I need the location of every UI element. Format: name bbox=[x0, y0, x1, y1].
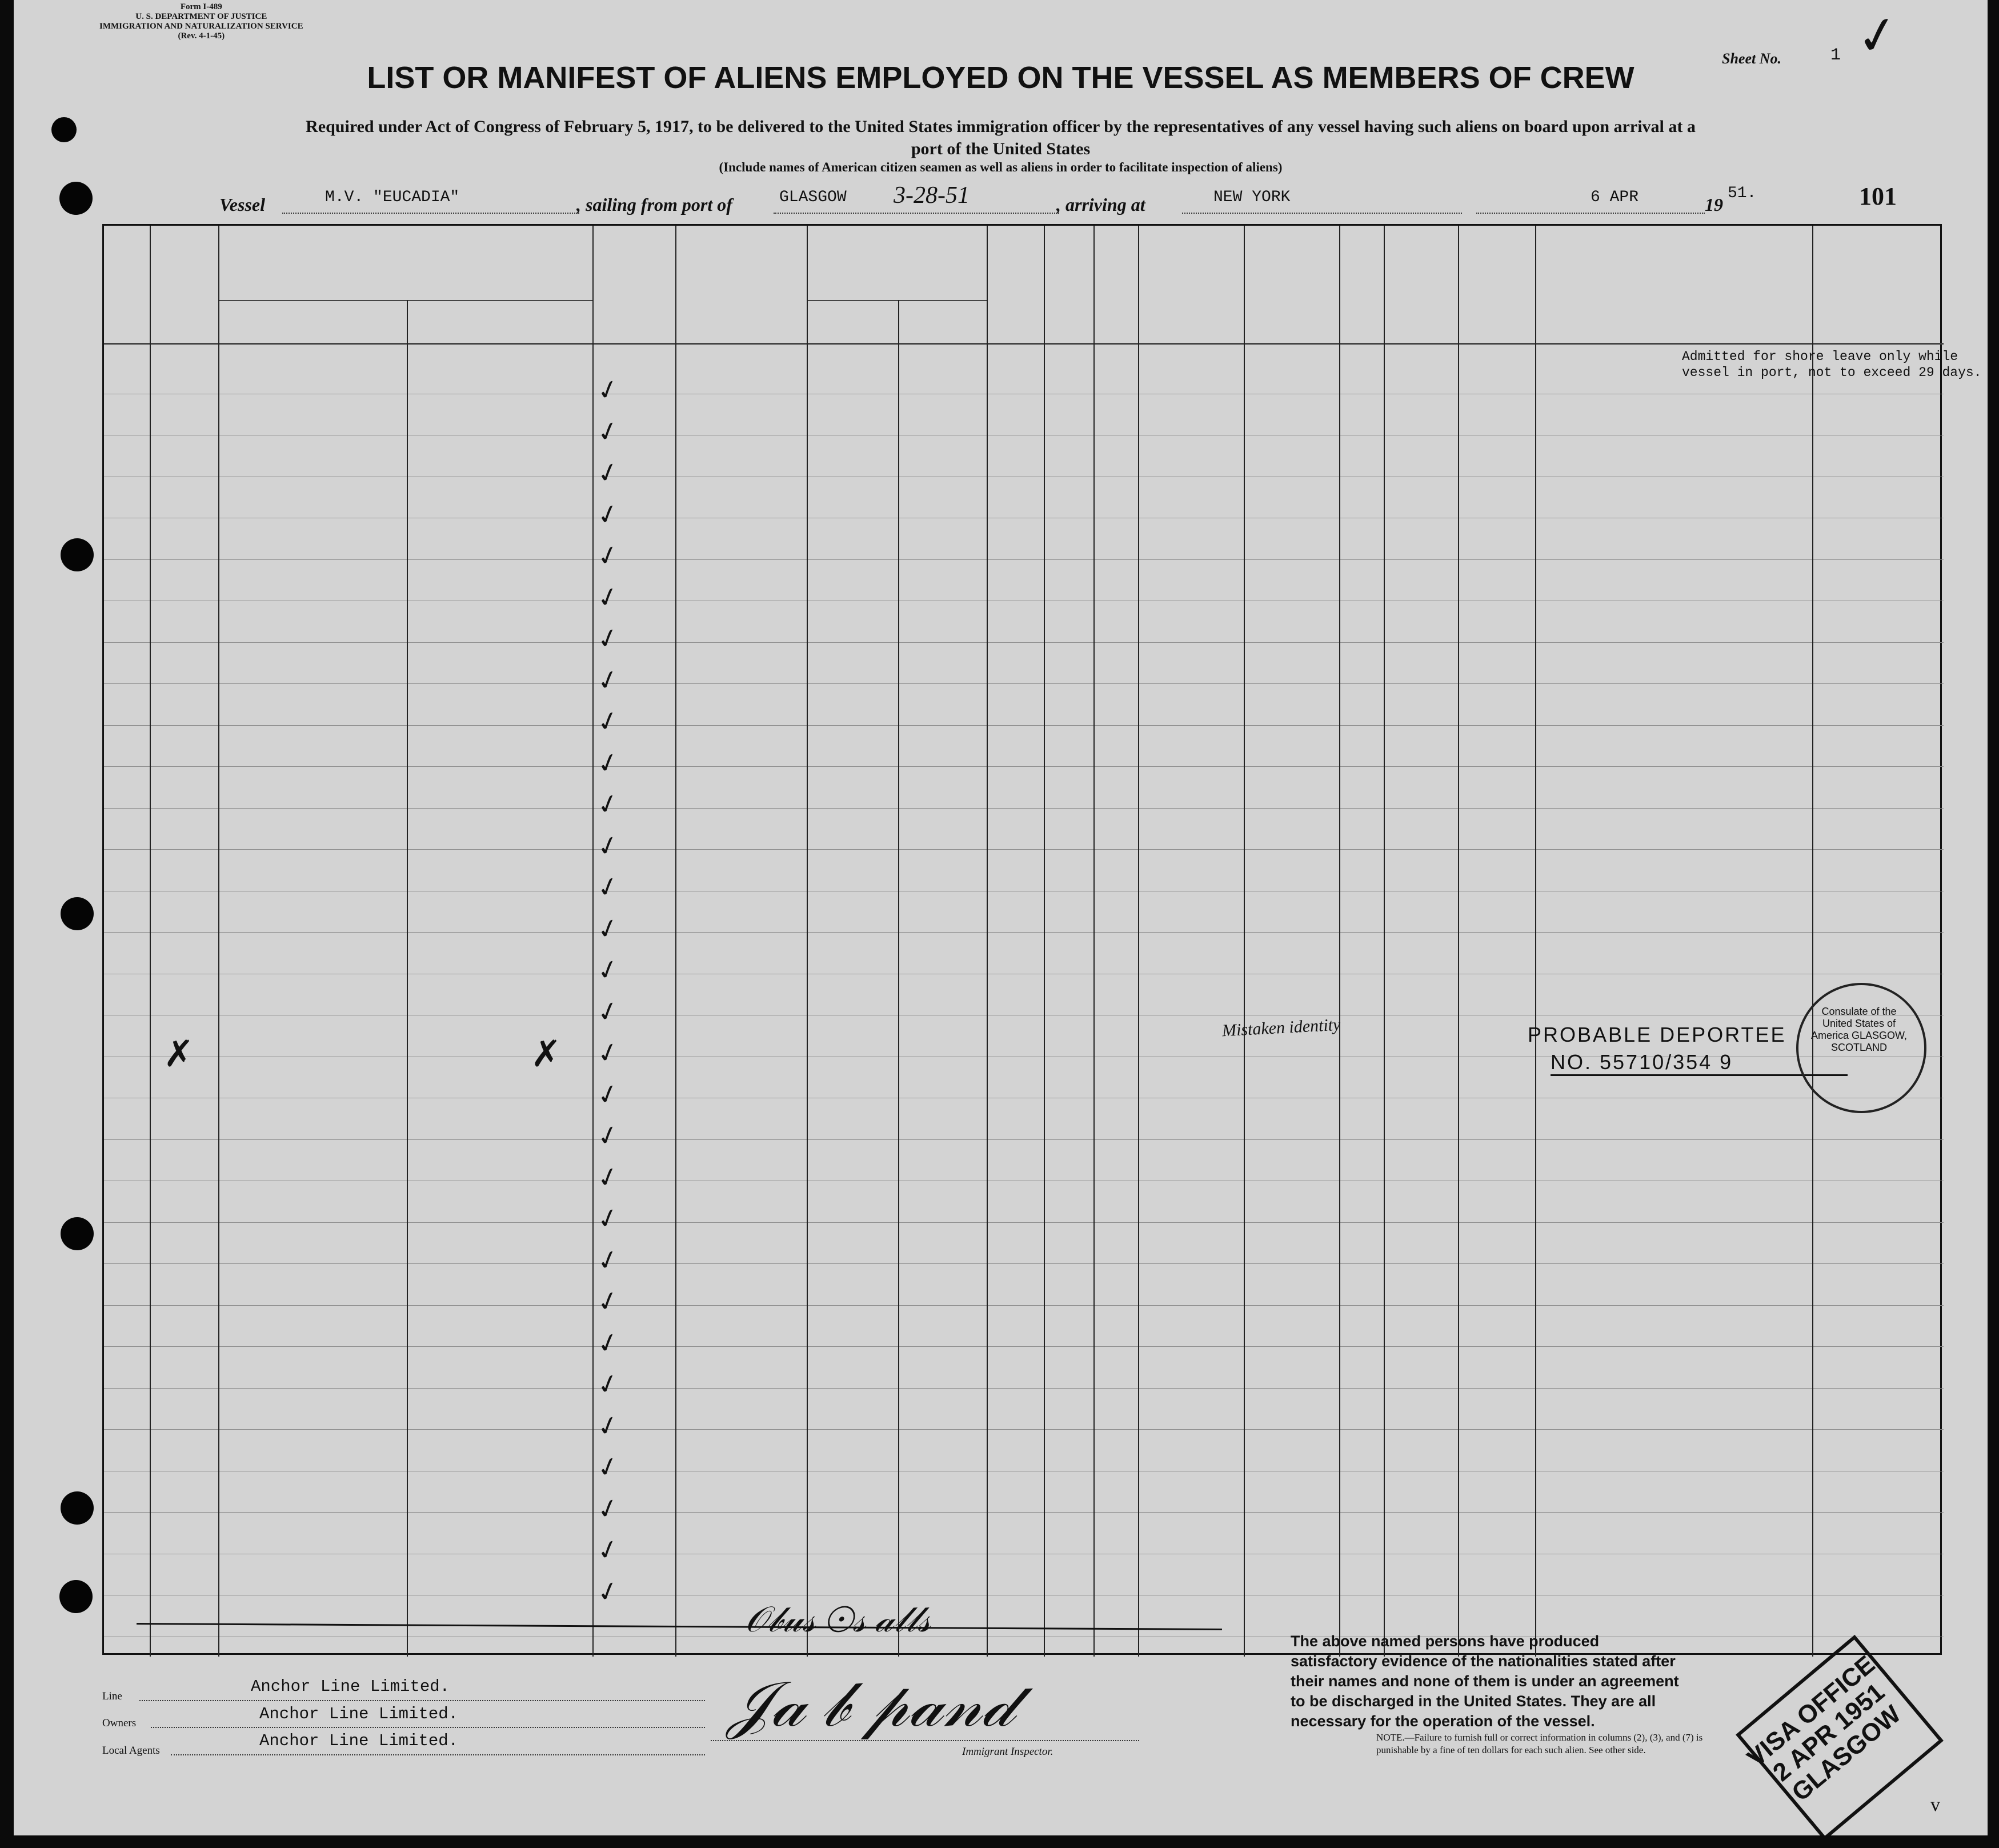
punch-hole bbox=[59, 182, 93, 215]
requirement-line-3: (Include names of American citizen seamen as well as aliens in order to facilitate inspection of aliens) bbox=[719, 160, 1283, 174]
check-mark: ✓ bbox=[594, 1533, 623, 1567]
row-rule bbox=[104, 1305, 1944, 1306]
mistaken-identity-note: Mistaken identity bbox=[1221, 1015, 1341, 1041]
signature-scrawl: 𝒪𝒷𝓊𝓈 ☉𝓈 𝒶𝓁𝓁𝓈 bbox=[745, 1601, 931, 1639]
check-mark: ✓ bbox=[594, 1118, 623, 1153]
departure-date: 3-28-51 bbox=[894, 182, 970, 209]
probable-deportee-stamp: PROBABLE DEPORTEE bbox=[1528, 1023, 1786, 1046]
inspector-signature: 𝒥𝒶 𝒷 𝓅𝒶𝓃𝒹 bbox=[728, 1670, 1014, 1739]
local-agents-value: Anchor Line Limited. bbox=[259, 1731, 459, 1750]
check-mark: ✓ bbox=[594, 455, 623, 490]
column-rule bbox=[1244, 226, 1245, 1657]
row-rule bbox=[104, 1388, 1944, 1389]
column-rule bbox=[807, 226, 808, 1657]
row-rule bbox=[104, 1429, 1944, 1430]
deportee-number: NO. 55710/354 9 bbox=[1551, 1050, 1733, 1074]
check-mark: ✓ bbox=[594, 994, 623, 1029]
remarks-row-1: Admitted for shore leave only while vessel in port, not to exceed 29 days. bbox=[1682, 349, 1982, 380]
sheet-number-label: Sheet No. bbox=[1722, 50, 1781, 67]
check-mark: ✓ bbox=[594, 704, 623, 739]
row-rule bbox=[104, 808, 1944, 809]
name-subheader-line bbox=[218, 300, 592, 301]
check-mark: ✓ bbox=[594, 787, 623, 822]
row-rule bbox=[104, 1512, 1944, 1513]
check-mark: ✓ bbox=[594, 1574, 623, 1609]
arrival-date: 6 APR bbox=[1591, 189, 1639, 206]
column-rule bbox=[1812, 226, 1813, 1657]
line-value: Anchor Line Limited. bbox=[251, 1677, 450, 1696]
corner-check-mark: ✓ bbox=[1852, 5, 1904, 68]
column-rule bbox=[1339, 226, 1340, 1657]
check-mark: ✓ bbox=[594, 373, 623, 407]
header-bottom-line bbox=[104, 343, 1944, 345]
row-rule bbox=[104, 725, 1944, 726]
column-rule bbox=[1138, 226, 1139, 1657]
row-rule bbox=[104, 683, 1944, 684]
sailing-from-label: , sailing from port of bbox=[576, 194, 732, 215]
column-rule bbox=[1093, 226, 1095, 1657]
check-mark: ✓ bbox=[594, 1284, 623, 1319]
check-mark: ✓ bbox=[594, 414, 623, 449]
check-mark: ✓ bbox=[594, 1450, 623, 1485]
column-rule bbox=[150, 226, 151, 1657]
check-mark: ✓ bbox=[594, 497, 623, 531]
nationality-statement: The above named persons have produced satisfactory evidence of the nationalities stated after their names and none of them is under an agreement to be discharged in the United States. They are all necessary for the operation of the vessel. bbox=[1291, 1633, 1679, 1730]
check-mark: ✓ bbox=[594, 1160, 623, 1194]
row-rule bbox=[104, 766, 1944, 767]
check-mark: ✓ bbox=[594, 1409, 623, 1443]
punch-hole bbox=[61, 897, 94, 930]
shipped-subheader-line bbox=[807, 300, 987, 301]
row-rule bbox=[104, 1346, 1944, 1347]
column-rule bbox=[1044, 226, 1045, 1657]
visa-office-stamp-text: VISA OFFICE 2 APR 1951 GLASGOW bbox=[1742, 1650, 1906, 1807]
form-identifier: Form I-489 U. S. DEPARTMENT OF JUSTICE IMMIGRATION AND NATURALIZATION SERVICE (Rev. 4-1-45) bbox=[99, 2, 303, 41]
check-mark: ✓ bbox=[594, 1201, 623, 1236]
consulate-seal-text: Consulate of the United States of America GLASGOW, SCOTLAND bbox=[1810, 1006, 1908, 1053]
owners-value: Anchor Line Limited. bbox=[259, 1705, 459, 1723]
check-mark: ✓ bbox=[594, 621, 623, 656]
check-mark: ✓ bbox=[594, 538, 623, 573]
check-mark: ✓ bbox=[594, 1243, 623, 1277]
sheet-number-value: 1 bbox=[1830, 46, 1841, 65]
check-mark: ✓ bbox=[594, 870, 623, 905]
arriving-at-label: , arriving at bbox=[1056, 194, 1145, 215]
check-mark: ✓ bbox=[594, 1491, 623, 1526]
vessel-label: Vessel bbox=[219, 194, 265, 215]
check-mark: ✓ bbox=[594, 1077, 623, 1111]
owners-label: Owners bbox=[102, 1717, 137, 1729]
row-rule bbox=[104, 559, 1944, 560]
penalty-note: NOTE.—Failure to furnish full or correct information in columns (2), (3), and (7) is punishable by a fine of ten dollars for each such alien. See other side. bbox=[1376, 1732, 1703, 1755]
departure-port: GLASGOW bbox=[779, 189, 847, 206]
column-rule bbox=[987, 226, 988, 1657]
year-label: 19 bbox=[1705, 194, 1723, 215]
local-agents-label: Local Agents bbox=[102, 1745, 160, 1757]
check-mark: ✓ bbox=[594, 953, 623, 987]
requirement-line-1: Required under Act of Congress of February 5, 1917, to be delivered to the United States immigration officer by the representatives of any vessel having such aliens on board upon arrival at a bbox=[306, 117, 1696, 136]
row-rule bbox=[104, 1222, 1944, 1223]
crew-manifest-table bbox=[102, 224, 1942, 1655]
punch-hole bbox=[61, 538, 94, 571]
arrival-port: NEW YORK bbox=[1213, 189, 1291, 206]
corner-mark: v bbox=[1930, 1794, 1940, 1815]
check-mark: ✓ bbox=[594, 829, 623, 863]
line-label: Line bbox=[102, 1690, 122, 1702]
x-mark: ✗ bbox=[163, 1034, 194, 1074]
vessel-name: M.V. "EUCADIA" bbox=[325, 189, 460, 206]
check-mark: ✓ bbox=[594, 580, 623, 614]
row-rule bbox=[104, 642, 1944, 643]
column-rule bbox=[1384, 226, 1385, 1657]
column-rule bbox=[1535, 226, 1536, 1657]
check-mark: ✓ bbox=[594, 1326, 623, 1360]
column-rule bbox=[218, 226, 219, 1657]
punch-hole bbox=[59, 1580, 93, 1613]
column-rule bbox=[592, 226, 594, 1657]
inspector-label: Immigrant Inspector. bbox=[962, 1746, 1053, 1758]
page-title: LIST OR MANIFEST OF ALIENS EMPLOYED ON THE VESSEL AS MEMBERS OF CREW bbox=[367, 61, 1635, 95]
row-rule bbox=[104, 932, 1944, 933]
requirement-line-2: port of the United States bbox=[911, 139, 1091, 158]
column-rule bbox=[407, 300, 408, 1657]
check-mark: ✓ bbox=[594, 1367, 623, 1402]
row-rule bbox=[104, 849, 1944, 850]
column-rule bbox=[675, 226, 676, 1657]
page-number: 101 bbox=[1859, 182, 1897, 210]
column-rule bbox=[1458, 226, 1459, 1657]
x-mark: ✗ bbox=[531, 1034, 562, 1074]
punch-hole bbox=[61, 1491, 94, 1525]
check-mark: ✓ bbox=[594, 663, 623, 697]
punch-hole bbox=[61, 1217, 94, 1250]
row-rule bbox=[104, 1263, 1944, 1264]
row-rule bbox=[104, 1139, 1944, 1140]
manifest-sheet bbox=[14, 0, 1988, 1835]
check-mark: ✓ bbox=[594, 1035, 623, 1070]
arrival-year: 51. bbox=[1728, 185, 1757, 202]
column-rule bbox=[898, 300, 899, 1657]
check-mark: ✓ bbox=[594, 746, 623, 780]
check-mark: ✓ bbox=[594, 911, 623, 946]
